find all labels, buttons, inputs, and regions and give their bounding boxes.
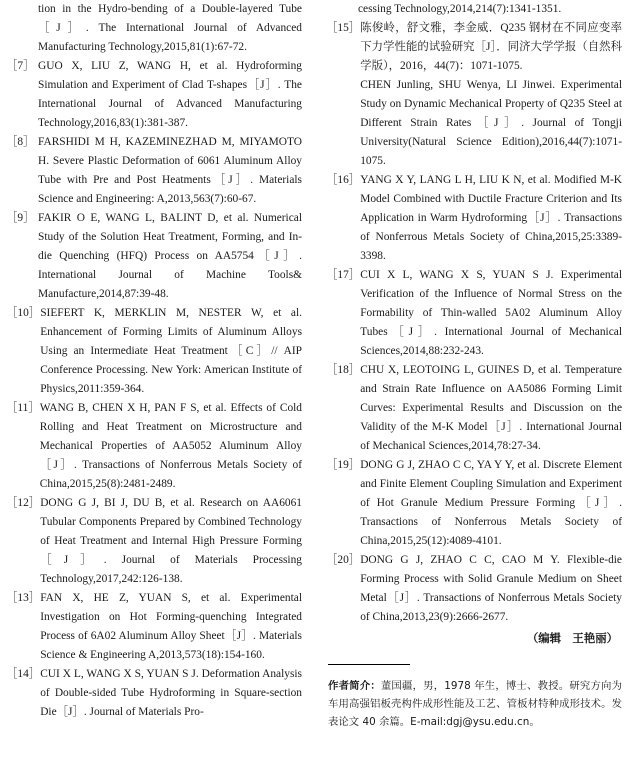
reference-number: ［11］: [6, 402, 40, 414]
reference-16: [326, 171, 622, 266]
reference-20: [326, 551, 622, 627]
reference-number: ［18］: [326, 364, 361, 376]
reference-number: ［12］: [6, 497, 41, 509]
author-bio-label: 作者简介：: [328, 680, 381, 692]
reference-number: ［10］: [6, 307, 41, 319]
left-column: [6, 0, 302, 722]
reference-text: WANG B, CHEN X H, PAN F S, et al. Effects of Cold Rolling and Heat Treatment on Microstructure and Mechanical Properties of AA5052 Aluminum Alloy［J］. Transactions of Nonferrous Metals Society of China,2015,25(8):2481-2489.: [39, 402, 302, 490]
reference-text: FAKIR O E, WANG L, BALINT D, et al. Numerical Study of the Solution Heat Treatment, Forming, and In-die Quenching (HFQ) Process on AA5754［J］. International Journal of Machine Tools& Manufacture,2014,87:39-48.: [38, 212, 302, 300]
right-column: [326, 0, 622, 731]
reference-number: ［16］: [326, 174, 361, 186]
reference-18: [326, 361, 622, 456]
reference-number: ［17］: [326, 269, 361, 281]
reference-15: [326, 19, 622, 171]
reference-text: FARSHIDI M H, KAZEMINEZHAD M, MIYAMOTO H. Severe Plastic Deformation of 6061 Aluminum Alloy Tube with Pre and Post Heatments［J］. Materials Science and Engineering: A,2013,563(7):60-67.: [38, 136, 302, 205]
reference-19: [326, 456, 622, 551]
reference-13: [6, 589, 302, 665]
reference-number: ［15］: [326, 22, 361, 34]
reference-number: ［14］: [6, 668, 41, 680]
reference-number: ［20］: [326, 554, 361, 566]
reference-12: [6, 494, 302, 589]
reference-text: GUO X, LIU Z, WANG H, et al. Hydroforming Simulation and Experiment of Clad T-shapes［J］. The International Journal of Advanced Manufacturing Technology,2016,83(1):381-387.: [38, 60, 302, 129]
reference-text: CUI X L, WANG X S, YUAN S J. Experimental Verification of the Influence of Normal Stress on the Formability of Thin-walled 5A02 Aluminum Alloy Tubes［J］. International Journal of Mechanical Sciences,2014,88:232-243.: [360, 269, 622, 357]
reference-continuation: tion in the Hydro-bending of a Double-layered Tube［J］. The International Journal of Advanced Manufacturing Technology,2015,81(1):67-72.: [38, 3, 302, 53]
reference-17: [326, 266, 622, 361]
reference-text: SIEFERT K, MERKLIN M, NESTER W, et al. Enhancement of Forming Limits of Aluminum Alloys Using an Intermediate Heat Treatment［C］// AIP Conference Processing. New York: American Institute of Physics,2011:359-364.: [40, 307, 302, 395]
reference-11: [6, 399, 302, 494]
footnote-divider: [328, 664, 410, 665]
reference-text: DONG G J, ZHAO C C, CAO M Y. Flexible-die Forming Process with Solid Granule Medium on Sheet Metal［J］. Transactions of Nonferrous Metals Society of China,2013,23(9):2666-2677.: [360, 554, 622, 623]
reference-9: [6, 209, 302, 304]
reference-text: DONG G J, ZHAO C C, YA Y Y, et al. Discrete Element and Finite Element Coupling Simulation and Experiment of Hot Granule Medium Pressure Forming［J］. Transactions of Nonferrous Metals Society of China,2015,25(12):4089-4101.: [360, 459, 622, 547]
reference-10: [6, 304, 302, 399]
reference-text: CUI X L, WANG X S, YUAN S J. Deformation Analysis of Double-sided Tube Hydroforming in Square-section Die［J］. Journal of Materials Pro-: [40, 668, 302, 718]
reference-continuation: cessing Technology,2014,214(7):1341-1351.: [358, 3, 562, 15]
reference-number: ［8］: [6, 136, 35, 148]
reference-8: [6, 133, 302, 209]
reference-7: [6, 57, 302, 133]
reference-text: DONG G J, BI J, DU B, et al. Research on AA6061 Tubular Components Prepared by Combined Technology of Heat Treatment and Internal High Pressure Forming［J］. Journal of Materials Processing Technology,2017,242:126-138.: [40, 497, 302, 585]
reference-body: [360, 19, 622, 171]
reference-number: ［13］: [6, 592, 41, 604]
reference-text: FAN X, HE Z, YUAN S, et al. Experimental Investigation on Hot Forming-quenching Integrated Process of 6A02 Aluminum Alloy Sheet［J］. Materials Science & Engineering A,2013,573(18):154-160.: [40, 592, 302, 661]
reference-14: [6, 665, 302, 722]
author-bio-text: 董国疆，男，1978 年生，博士、教授。研究方向为车用高强铝板壳构件成形性能及工艺、管板材特种成形技术。发表论文 40 余篇。E-mail:dgj@ysu.edu.cn。: [328, 680, 623, 728]
reference-number: ［19］: [326, 459, 361, 471]
author-bio: [328, 677, 622, 731]
reference-number: ［7］: [6, 60, 35, 72]
editor-credit: （编辑 王艳丽）: [526, 631, 618, 645]
reference-number: ［9］: [6, 212, 35, 224]
reference-text: YANG X Y, LANG L H, LIU K N, et al. Modified M-K Model Combined with Ductile Fracture Criterion and Its Application in Warm Hydroforming［J］. Transactions of Nonferrous Metals Society of China,2015,25:3389-3398.: [360, 174, 622, 262]
reference-text-chinese: 陈俊岭，舒文雅，李金威．Q235 钢材在不同应变率下力学性能的试验研究［J］．同济大学学报（自然科学版），2016，44(7)：1071-1075.: [360, 22, 622, 72]
reference-text-english: CHEN Junling, SHU Wenya, LI Jinwei. Experimental Study on Dynamic Mechanical Property of Q235 Steel at Different Strain Rates［J］. Journal of Tongji University(Natural Science Edition),2016,44(7):1071-1075.: [360, 79, 622, 167]
reference-text: CHU X, LEOTOING L, GUINES D, et al. Temperature and Strain Rate Influence on AA5086 Forming Limit Curves: Experimental Results and Discussion on the Validity of the M-K Model［J］. International Journal of Mechanical Sciences,2014,78:27-34.: [360, 364, 622, 452]
